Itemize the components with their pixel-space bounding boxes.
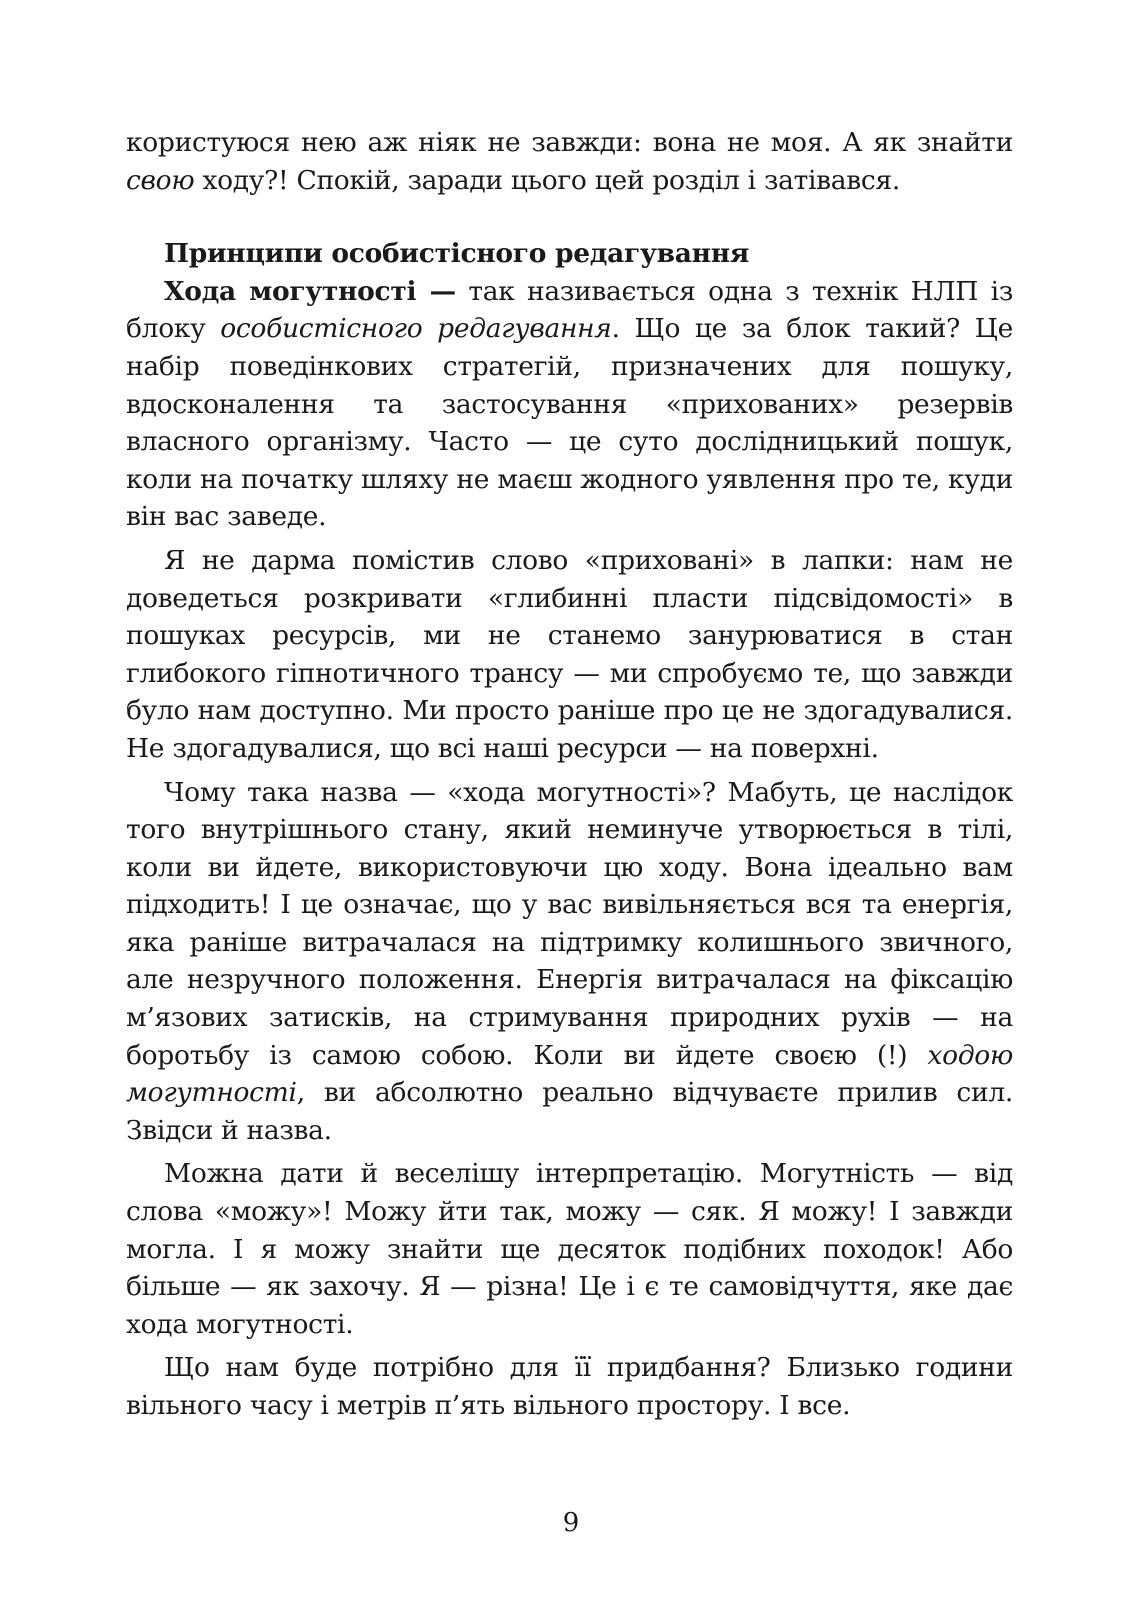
paragraph: [126, 774, 1013, 1150]
italic-span: особистісного редагування: [220, 313, 612, 345]
text-span: Чому така назва — «хода могутності»? Мабуть, це наслідок того внутрішнього стану, який неминуче утворюється в тілі, коли ви йдете, використовуючи цю ходу. Вона ідеально вам підходить! І це означає, що у вас вивільняється вся та енергія, яка раніше витрачалася на підтримку колишнього звичного, але незручного положення. Енергія витрачалася на фіксацію м’язових затисків, на стримування природних рухів — на боротьбу із самою собою. Коли ви йдете своєю (!): [126, 776, 1013, 1071]
text-span: , ви абсолютно реально відчуваєте прилив сил. Звідси й назва.: [126, 1077, 1013, 1146]
paragraph: Що нам буде потрібно для її придбання? Близько години вільного часу і метрів п’ять вільного простору. І все.: [126, 1352, 1013, 1421]
text-span: так називається одна з технік НЛП із блоку: [126, 275, 1013, 345]
paragraph: Можна дати й веселішу інтерпретацію. Могутність — від слова «можу»! Можу йти так, можу — сяк. Я можу! І завжди могла. І я можу знайти ще десяток подібних походок! Або більше — як захочу. Я — різна! Це і є те самовідчуття, яке дає хода могутності.: [126, 1158, 1013, 1340]
paragraph: Я не дарма помістив слово «приховані» в лапки: нам не доведеться розкривати «глибинні пласти підсвідомості» в пошуках ресурсів, ми не станемо занурюватися в стан глибокого гіпнотичного трансу — ми спробуємо те, що завжди було нам доступно. Ми просто раніше про це не здогадувалися. Не здогадувалися, що всі наші ресурси — на поверхні.: [126, 544, 1013, 764]
italic-span: свою: [126, 164, 195, 196]
text-span: ходу?! Спокій, заради цього цей розділ і затівався.: [194, 164, 900, 196]
bold-term: Хода могутності —: [164, 275, 456, 307]
paragraph-continuation: [126, 124, 1013, 199]
page-number: 9: [562, 1508, 580, 1538]
section-heading: Принципи особистісного редагування: [164, 238, 750, 270]
text-span: . Що це за блок такий? Це набір поведінкових стратегій, призначених для пошуку, вдосконалення та застосування «прихованих» резервів власного організму. Часто — це суто дослідницький пошук, коли на початку шляху не маєш жодного уявлення про те, куди він вас заведе.: [126, 313, 1013, 533]
italic-span: ходою могутності: [126, 1039, 1013, 1109]
text-span: користуюся нею аж ніяк не завжди: вона не моя. А як знайти: [126, 127, 1013, 158]
paragraph: [126, 273, 1013, 536]
body-text: [126, 124, 1013, 1425]
